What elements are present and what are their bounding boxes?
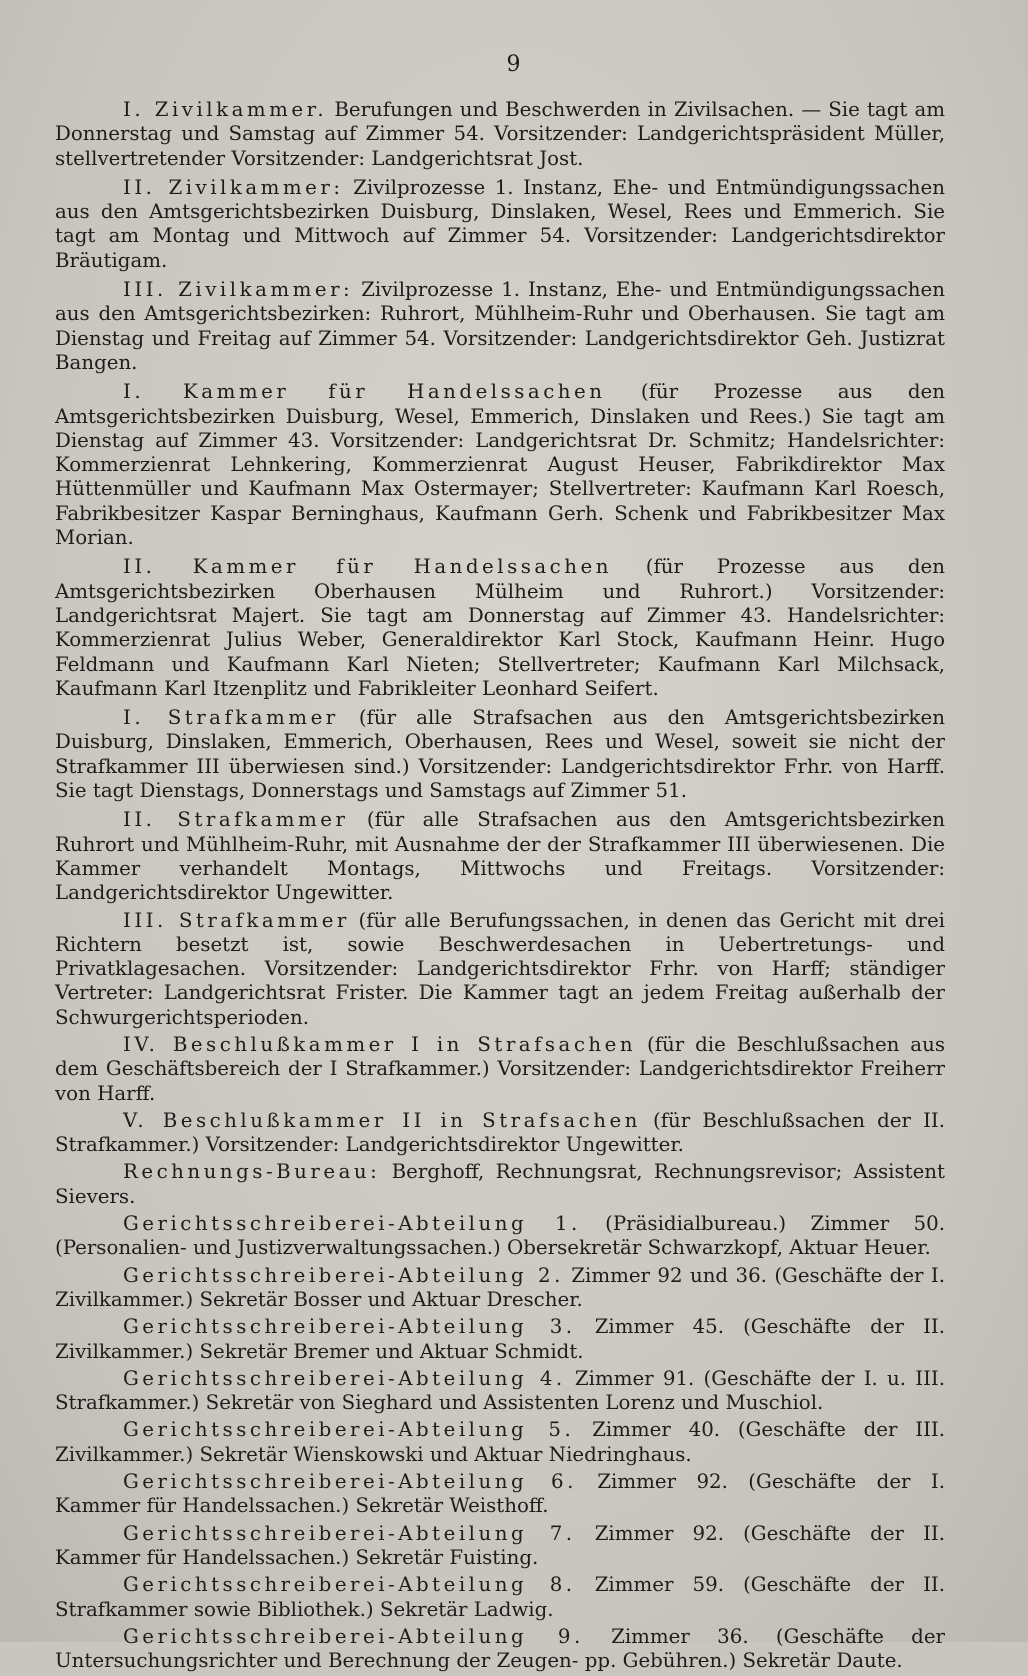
entry-gerichtsschreiberei-8	[55, 1573, 945, 1622]
entry-strafkammer-2	[55, 808, 945, 905]
entry-text: Zimmer 92. (Geschäfte der I. Kammer für Handelssachen.) Sekretär Weisthoff.	[55, 1470, 945, 1518]
entry-gerichtsschreiberei-1	[55, 1212, 945, 1261]
entry-beschlusskammer-1	[55, 1033, 945, 1106]
entry-zivilkammer-3	[55, 278, 945, 375]
entry-handelssachen-2	[55, 555, 945, 701]
entry-text: (Präsidialbureau.) Zimmer 50. (Personalien- und Justizverwaltungssachen.) Obersekretär Schwarzkopf, Aktuar Heuer.	[55, 1212, 945, 1260]
entry-zivilkammer-1	[55, 98, 945, 171]
entry-gerichtsschreiberei-3	[55, 1315, 945, 1364]
entry-text: (für Prozesse aus den Amtsgerichtsbezirken Oberhausen Mülheim und Ruhrort.) Vorsitzender: Landgerichtsrat Majert. Sie tagt am Donnerstag auf Zimmer 43. Handelsrichter: Kommerzienrat Julius Weber, Generaldirektor Karl Stock, Kaufmann Heinr. Hugo Feldmann und Kaufmann Karl Nieten; Stellvertreter; Kaufmann Karl Milchsack, Kaufmann Karl Itzenplitz und Fabrikleiter Leonhard Seifert.	[55, 555, 945, 700]
entry-heading: I. Strafkammer	[123, 706, 339, 730]
entry-heading: III. Zivilkammer:	[123, 278, 354, 302]
entry-text: Zimmer 45. (Geschäfte der II. Zivilkammer.) Sekretär Bremer und Aktuar Schmidt.	[55, 1315, 945, 1363]
entry-text: Berghoff, Rechnungsrat, Rechnungsrevisor; Assistent Sievers.	[55, 1160, 945, 1208]
entry-beschlusskammer-2	[55, 1109, 945, 1158]
entry-text: Zimmer 36. (Geschäfte der Untersuchungsrichter und Berechnung der Zeugen- pp. Gebühren.) Sekretär Daute.	[55, 1624, 945, 1673]
court-directory-text	[55, 98, 945, 1676]
entry-gerichtsschreiberei-4	[55, 1367, 945, 1416]
entry-strafkammer-1	[55, 706, 945, 803]
entry-heading: II. Strafkammer	[123, 808, 349, 832]
entry-heading: Gerichtsschreiberei-Abteilung 1.	[123, 1212, 581, 1236]
entry-gerichtsschreiberei-5	[55, 1418, 945, 1467]
entry-text: Berufungen und Beschwerden in Zivilsachen. — Sie tagt am Donnerstag und Samstag auf Zimmer 54. Vorsitzender: Landgerichtspräsident Müller, stellvertretender Vorsitzender: Landgerichtsrat Jost.	[55, 98, 945, 170]
entry-heading: III. Strafkammer	[123, 908, 350, 932]
entry-heading: Gerichtsschreiberei-Abteilung 8.	[123, 1573, 576, 1597]
entry-text: (für Beschlußsachen der II. Strafkammer.) Vorsitzender: Landgerichtsdirektor Ungewitter.	[55, 1108, 945, 1157]
entry-text: Zimmer 91. (Geschäfte der I. u. III. Strafkammer.) Sekretär von Sieghard und Assistenten Lorenz und Muschiol.	[55, 1366, 946, 1415]
entry-handelssachen-1	[55, 380, 945, 550]
entry-heading: Gerichtsschreiberei-Abteilung 4.	[123, 1366, 566, 1390]
entry-text: Zivilprozesse 1. Instanz, Ehe- und Entmündigungssachen aus den Amtsgerichtsbezirken Duisburg, Dinslaken, Wesel, Rees und Emmerich. Sie tagt am Montag und Mittwoch auf Zimmer 54. Vorsitzender: Landgerichtsdirektor Bräutigam.	[55, 175, 945, 272]
entry-text: (für alle Strafsachen aus den Amtsgerichtsbezirken Ruhrort und Mühlheim-Ruhr, mit Ausnahme der der Strafkammer III überwiesenen. Die Kammer verhandelt Montags, Mittwochs und Freitags. Vorsitzender: Landgerichtsdirektor Ungewitter.	[55, 808, 946, 905]
entry-gerichtsschreiberei-7	[55, 1522, 945, 1571]
entry-gerichtsschreiberei-6	[55, 1470, 945, 1519]
entry-heading: I. Zivilkammer.	[123, 98, 328, 121]
entry-heading: II. Kammer für Handelssachen	[123, 555, 612, 579]
entry-zivilkammer-2	[55, 176, 945, 273]
entry-text: Zimmer 92 und 36. (Geschäfte der I. Zivilkammer.) Sekretär Bosser und Aktuar Drescher.	[55, 1263, 945, 1311]
entry-text: (für die Beschlußsachen aus dem Geschäftsbereich der I Strafkammer.) Vorsitzender: Landgerichtsdirektor Freiherr von Harff.	[55, 1032, 945, 1105]
entry-text: Zimmer 40. (Geschäfte der III. Zivilkammer.) Sekretär Wienskowski und Aktuar Niedringhaus.	[55, 1418, 945, 1466]
entry-heading: Gerichtsschreiberei-Abteilung 6.	[123, 1470, 577, 1494]
entry-heading: V. Beschlußkammer II in Strafsachen	[123, 1108, 641, 1132]
entry-rechnungs-bureau	[55, 1160, 945, 1209]
entry-gerichtsschreiberei-9	[55, 1625, 945, 1674]
entry-heading: Gerichtsschreiberei-Abteilung 3.	[123, 1315, 576, 1339]
entry-text: Zivilprozesse 1. Instanz, Ehe- und Entmündigungssachen aus den Amtsgerichtsbezirken: Ruhrort, Mühlheim-Ruhr und Oberhausen. Sie tagt am Dienstag und Freitag auf Zimmer 54. Vorsitzender: Landgerichtsdirektor Geh. Justizrat Bangen.	[55, 278, 945, 374]
entry-heading: Rechnungs-Bureau:	[123, 1160, 381, 1184]
entry-heading: Gerichtsschreiberei-Abteilung 9.	[123, 1624, 584, 1648]
entry-heading: Gerichtsschreiberei-Abteilung 7.	[123, 1521, 576, 1545]
entry-heading: Gerichtsschreiberei-Abteilung 2.	[123, 1263, 564, 1287]
entry-text: (für alle Strafsachen aus den Amtsgerichtsbezirken Duisburg, Dinslaken, Emmerich, Oberhausen, Rees und Wesel, soweit sie nicht der Strafkammer III überwiesen sind.) Vorsitzender: Landgerichtsdirektor Frhr. von Harff. Sie tagt Dienstags, Donnerstags und Samstags auf Zimmer 51.	[55, 706, 945, 803]
entry-heading: I. Kammer für Handelssachen	[123, 380, 606, 404]
entry-text: (für Prozesse aus den Amtsgerichtsbezirken Duisburg, Wesel, Emmerich, Dinslaken und Rees.) Sie tagt am Dienstag auf Zimmer 43. Vorsitzender: Landgerichtsrat Dr. Schmitz; Handelsrichter: Kommerzienrat Lehnkering, Kommerzienrat August Heuser, Fabrikdirektor Max Hüttenmüller und Kaufmann Max Ostermayer; Stellvertreter: Kaufmann Karl Roesch, Fabrikbesitzer Kaspar Berninghaus, Kaufmann Gerh. Schenk und Fabrikbesitzer Max Morian.	[55, 380, 945, 550]
entry-text: Zimmer 59. (Geschäfte der II. Strafkammer sowie Bibliothek.) Sekretär Ladwig.	[55, 1573, 945, 1621]
entry-strafkammer-3	[55, 909, 945, 1030]
entry-text: Zimmer 92. (Geschäfte der II. Kammer für Handelssachen.) Sekretär Fuisting.	[55, 1521, 945, 1569]
entry-heading: Gerichtsschreiberei-Abteilung 5.	[123, 1418, 575, 1442]
page-number: 9	[506, 52, 522, 77]
entry-gerichtsschreiberei-2	[55, 1264, 945, 1313]
entry-heading: II. Zivilkammer:	[123, 175, 344, 199]
entry-text: (für alle Berufungssachen, in denen das Gericht mit drei Richtern besetzt ist, sowie Beschwerdesachen in Uebertretungs- und Privatklagesachen. Vorsitzender: Landgerichtsdirektor Frhr. von Harff; ständiger Vertreter: Landgerichtsrat Frister. Die Kammer tagt an jedem Freitag außerhalb der Schwurgerichtsperioden.	[55, 908, 945, 1029]
entry-heading: IV. Beschlußkammer I in Strafsachen	[123, 1032, 637, 1056]
